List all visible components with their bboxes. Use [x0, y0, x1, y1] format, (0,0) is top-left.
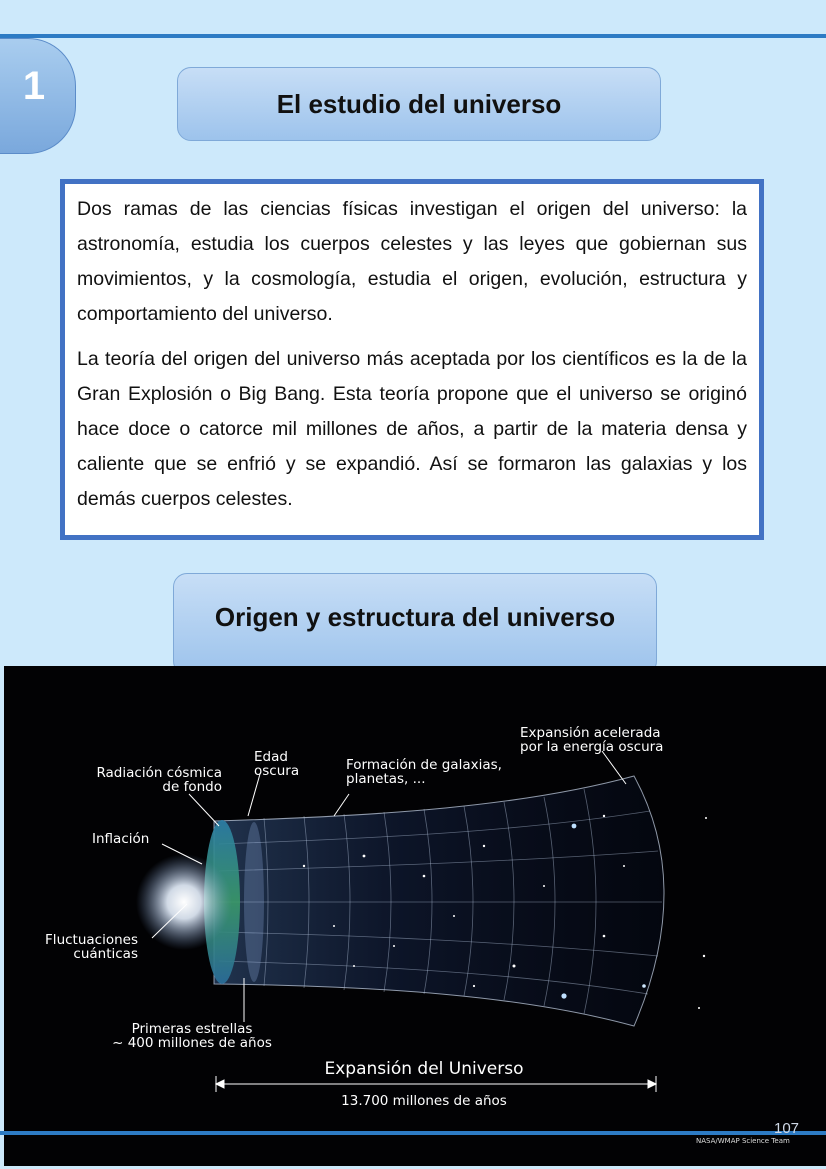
dark-age-layer	[244, 822, 264, 982]
bottom-rule	[0, 1131, 826, 1135]
label-dark-age: Edad oscura	[254, 749, 300, 779]
big-bang-glow	[136, 854, 232, 950]
label-accelerated-expansion: Expansión acelerada por la energía oscura	[520, 725, 664, 755]
label-quantum-fluctuations: Fluctuaciones cuánticas	[45, 932, 138, 962]
intro-paragraph-1: Dos ramas de las ciencias físicas investigan el origen del universo: la astronomía, estudia los cuerpos celestes y las leyes que gobiernan sus movimientos, y la cosmología, estudia el origen, evolución, estructura y comportamiento del universo.	[77, 198, 747, 325]
label-duration: 13.700 millones de años	[341, 1093, 507, 1109]
top-rule	[0, 34, 826, 38]
intro-text-box	[60, 179, 764, 540]
label-cmb: Radiación cósmica de fondo	[96, 765, 222, 795]
unit-number: 1	[22, 64, 46, 108]
section-title: El estudio del universo	[177, 67, 661, 141]
intro-paragraph-2: La teoría del origen del universo más aceptada por los científicos es la de la Gran Explosión o Big Bang. Esta teoría propone que el universo se originó hace doce o catorce mil millones de años, a partir de la materia densa y caliente que se enfrió y se expandió. Así se formaron las galaxias y los demás cuerpos celestes.	[77, 348, 747, 510]
page-number: 107	[774, 1120, 800, 1137]
label-inflation: Inflación	[92, 831, 150, 847]
image-credit: NASA/WMAP Science Team	[696, 1137, 790, 1145]
label-expansion: Expansión del Universo	[324, 1059, 524, 1079]
universe-diagram-graphic	[4, 666, 826, 1166]
subsection-title: Origen y estructura del universo	[173, 573, 657, 675]
universe-expansion-figure	[4, 666, 826, 1166]
label-first-stars: Primeras estrellas ~ 400 millones de años	[112, 1021, 272, 1051]
label-galaxies: Formación de galaxias, planetas, ...	[346, 757, 502, 787]
